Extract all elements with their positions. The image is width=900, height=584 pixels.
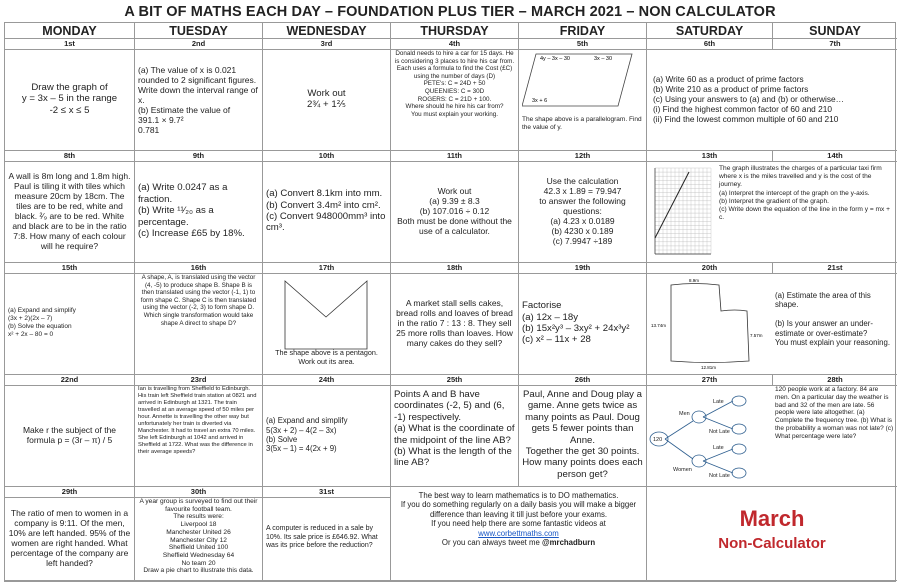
day-cell-13-14 <box>647 151 897 263</box>
brand-month: March <box>739 506 805 531</box>
corbettmaths-link[interactable]: www.corbettmaths.com <box>478 528 559 538</box>
question-6: (a) Write 60 as a product of prime factors (b) Write 210 as a product of prime factors (c) Using your answers to (a) and (b) or otherwise… (i) Find the highest common factor of 60 and 210 (ii) Find the lowest common multiple of 60 and 210 <box>653 74 844 124</box>
day-cell-18 <box>391 263 519 375</box>
day-header-tuesday: TUESDAY <box>135 23 263 39</box>
date-label: 11th <box>391 151 518 162</box>
date-label: 21st <box>773 263 897 274</box>
date-label: 23rd <box>135 375 262 386</box>
day-cell-5 <box>519 39 647 151</box>
question-28: 120 people work at a factory. 84 are men. On a particular day the weather is bad and 32 of the men are late. 56 people were late altogether. (a) Complete the frequency tree. (b) What is the probability a woman was not late? (c) What percentage were late? <box>775 386 894 440</box>
area-shape-diagram <box>649 275 769 373</box>
question-23: Ian is travelling from Sheffield to Edinburgh. His train left Sheffield train station at 0821 and arrived in Edinburgh at 1321. The train travelled at an average speed of 50 miles per hour. Annette is travelling the other way but unfortunately her train is diverted via Manchester. It had to travel an extra 70 miles. She left Edinburgh at 1042 and arrived in Sheffield at 1722. What was the difference in their average speeds? <box>138 386 257 455</box>
parallelogram-diagram <box>522 50 644 114</box>
day-cell-9 <box>135 151 263 263</box>
date-label: 17th <box>263 263 390 274</box>
tree-women-late-label: Late <box>713 445 724 451</box>
day-cell-4 <box>391 39 519 151</box>
date-label: 29th <box>5 487 134 498</box>
question-3: Work out 2¾ + 1⅖ <box>307 87 346 110</box>
footer-line-3: If you need help there are some fantastic videos at <box>431 519 606 529</box>
question-29: The ratio of men to women in a company is 9:11. Of the men, 10% are left handed. 95% of the women are right handed. What percentage of the company are left handed? <box>8 508 131 568</box>
tree-men-late-label: Late <box>713 399 724 405</box>
footer-line-1: The best way to learn mathematics is to DO mathematics. <box>418 491 619 500</box>
question-8: A wall is 8m long and 1.8m high. Paul is tiling it with tiles which measure 20cm by 18cm. The tiles are to be red, white and black. ²⁄₉ are to be red. White and black are to be in the ratio 7:8. How many of each colour will he require? <box>8 171 131 251</box>
day-cell-20-21 <box>647 263 897 375</box>
date-label: 14th <box>773 151 897 162</box>
question-18: A market stall sells cakes, bread rolls and loaves of bread in the ratio 7 : 13 : 8. They sell 25 more rolls than loaves. How many cakes do they sell? <box>396 298 513 348</box>
day-cell-22 <box>5 375 135 487</box>
question-21: (a) Estimate the area of this shape. (b) Is your answer an under-estimate or over-estimate? You must explain your reasoning. <box>775 291 891 348</box>
dimension-label-bottom: 12.81m <box>701 365 717 370</box>
footer-line-2: If you do something regularly on a daily basis you will make a bigger difference than leaving it till just before your exams. <box>400 500 637 519</box>
question-2: (a) The value of x is 0.021 rounded to 2 significant figures. Write down the interval range of x. (b) Estimate the value of 391.1 × 9.7² 0.781 <box>138 65 258 135</box>
day-cell-25 <box>391 375 519 487</box>
question-15: (a) Expand and simplify (3x + 2)(2x – 7) (b) Solve the equation x² + 2x – 80 = 0 <box>8 307 76 338</box>
day-cell-26 <box>519 375 647 487</box>
question-30: A year group is surveyed to find out their favourite football team. The results were: Liverpool 18 Manchester United 26 Manchester City 12 Sheffield United 100 Sheffield Wednesday 64 No team 20 Draw a pie chart to illustrate this data. <box>139 498 258 575</box>
tree-root-label: 120 <box>653 437 663 443</box>
date-label: 20th <box>647 263 773 274</box>
day-header-sunday: SUNDAY <box>773 23 897 39</box>
brand-panel <box>647 487 897 581</box>
date-label: 3rd <box>263 39 390 50</box>
question-5-text: The shape above is a parallelogram. Find the value of y. <box>522 116 642 131</box>
day-cell-6-7 <box>647 39 897 151</box>
side-label-bottom: 3x + 6 <box>532 98 548 104</box>
date-label: 1st <box>5 39 134 50</box>
question-1: Draw the graph of y = 3x – 5 in the range -2 ≤ x ≤ 5 <box>21 81 118 116</box>
question-17: The shape above is a pentagon. Work out its area. <box>275 348 378 366</box>
date-label: 26th <box>519 375 646 386</box>
day-cell-1 <box>5 39 135 151</box>
day-cell-11 <box>391 151 519 263</box>
date-label: 22nd <box>5 375 134 386</box>
question-11: Work out (a) 9.39 ± 8.3 (b) 107.016 ÷ 0.12 Both must be done without the use of a calculator. <box>397 186 512 236</box>
day-cell-31 <box>263 487 391 581</box>
pentagon-diagram <box>267 275 387 355</box>
footer-line-4: Or you can always tweet me <box>441 538 542 548</box>
footer-message <box>391 487 647 581</box>
day-cell-30 <box>135 487 263 581</box>
date-label: 24th <box>263 375 390 386</box>
date-label: 2nd <box>135 39 262 50</box>
side-label-right: 3x – 30 <box>594 56 613 62</box>
day-cell-16 <box>135 263 263 375</box>
taxi-graph <box>649 164 715 260</box>
date-label: 27th <box>647 375 773 386</box>
dimension-label-left: 13.74m <box>651 323 667 328</box>
date-label: 5th <box>519 39 646 50</box>
day-header-thursday: THURSDAY <box>391 23 519 39</box>
question-24: (a) Expand and simplify 5(3x + 2) – 4(2 – 3x) (b) Solve 3(5x – 1) = 4(2x + 9) <box>266 416 348 454</box>
day-cell-10 <box>263 151 391 263</box>
date-label: 30th <box>135 487 262 498</box>
dimension-label-right: 7.57m <box>750 333 763 338</box>
date-label: 18th <box>391 263 518 274</box>
question-5 <box>522 50 643 148</box>
date-label: 13th <box>647 151 773 162</box>
twitter-handle[interactable]: @mrchadburn <box>542 538 596 548</box>
question-31: A computer is reduced in a sale by 10%. Its sale price is £646.92. What was its price before the reduction? <box>266 525 378 550</box>
page-title: A BIT OF MATHS EACH DAY – FOUNDATION PLUS TIER – MARCH 2021 – NON CALCULATOR <box>124 4 776 20</box>
date-label: 4th <box>391 39 518 50</box>
day-cell-23 <box>135 375 263 487</box>
question-12: Use the calculation 42.3 x 1.89 = 79.947 to answer the following questions: (a) 4.23 x 0.0189 (b) 4230 x 0.189 (c) 7.9947 ÷189 <box>539 176 626 246</box>
date-label: 25th <box>391 375 518 386</box>
date-label: 9th <box>135 151 262 162</box>
date-label: 12th <box>519 151 646 162</box>
date-label: 7th <box>773 39 897 50</box>
tree-men-notlate-label: Not Late <box>709 429 730 435</box>
date-label: 16th <box>135 263 262 274</box>
question-16: A shape, A, is translated using the vector (4, -5) to produce shape B. Shape B is then translated using the vector (-1, 1) to form shape C. Shape C is then translated using the vector (-2, 3) to form shape D. Which single transformation would take shape A direct to shape D? <box>140 274 257 327</box>
question-9: (a) Write 0.0247 as a fraction. (b) Write ¹¹⁄₂₀ as a percentage. (c) Increase £65 by 18%. <box>138 182 245 240</box>
day-cell-2 <box>135 39 263 151</box>
tree-women-label: Women <box>673 467 692 473</box>
calendar-grid <box>4 22 896 582</box>
day-header-saturday: SATURDAY <box>647 23 773 39</box>
tree-men-label: Men <box>679 411 690 417</box>
day-cell-17 <box>263 263 391 375</box>
day-cell-8 <box>5 151 135 263</box>
date-label: 8th <box>5 151 134 162</box>
date-label: 15th <box>5 263 134 274</box>
question-25: Points A and B have coordinates (-2, 5) and (6, -1) respectively. (a) What is the coordinate of the midpoint of the line AB? (b) What is the length of the line AB? <box>394 389 515 469</box>
tree-women-notlate-label: Not Late <box>709 473 730 479</box>
date-label: 6th <box>647 39 773 50</box>
question-13: The graph illustrates the charges of a particular taxi firm where x is the miles travelled and y is the cost of the journey. (a) Interpret the intercept of the graph on the y-axis. (b) Interpret the gradient of the graph. (c) Write down the equation of the line in the form y = mx + c. <box>719 165 891 222</box>
day-cell-15 <box>5 263 135 375</box>
question-22: Make r the subject of the formula p = (3r – π) / 5 <box>22 425 117 445</box>
question-26: Paul, Anne and Doug play a game. Anne gets twice as many points as Paul. Doug gets 5 fewer points than Anne. Together the get 30 points. How many points does each person get? <box>522 389 643 480</box>
frequency-tree-diagram <box>647 387 771 485</box>
date-label: 28th <box>773 375 897 386</box>
date-label: 10th <box>263 151 390 162</box>
date-label: 31st <box>263 487 390 498</box>
date-label: 19th <box>519 263 646 274</box>
question-4: Donald needs to hire a car for 15 days. He is considering 3 places to hire his car from. Each uses a formula to find the Cost (£C) using the number of days (D) PETE's: C = 24D + 50 QUEENIES: C = 30D ROGERS: C = 21D + 100. Where should he hire his car from? You must explain your working. <box>394 50 515 118</box>
day-cell-19 <box>519 263 647 375</box>
brand-subtitle: Non-Calculator <box>718 535 826 552</box>
day-header-friday: FRIDAY <box>519 23 647 39</box>
day-cell-29 <box>5 487 135 581</box>
side-label-top: 4y – 3x – 30 <box>540 56 570 62</box>
question-10: (a) Convert 8.1km into mm. (b) Convert 3.4m² into cm². (c) Convert 948000mm³ into cm³. <box>266 188 386 234</box>
day-cell-24 <box>263 375 391 487</box>
day-cell-3 <box>263 39 391 151</box>
day-header-monday: MONDAY <box>5 23 135 39</box>
day-cell-12 <box>519 151 647 263</box>
question-19: Factorise (a) 12x – 18y (b) 15x²y³ – 3xy² + 24x³y² (c) x² – 11x + 28 <box>522 300 630 346</box>
day-cell-27-28 <box>647 375 897 487</box>
dimension-label-top: 8.9m <box>689 278 700 283</box>
day-header-wednesday: WEDNESDAY <box>263 23 391 39</box>
